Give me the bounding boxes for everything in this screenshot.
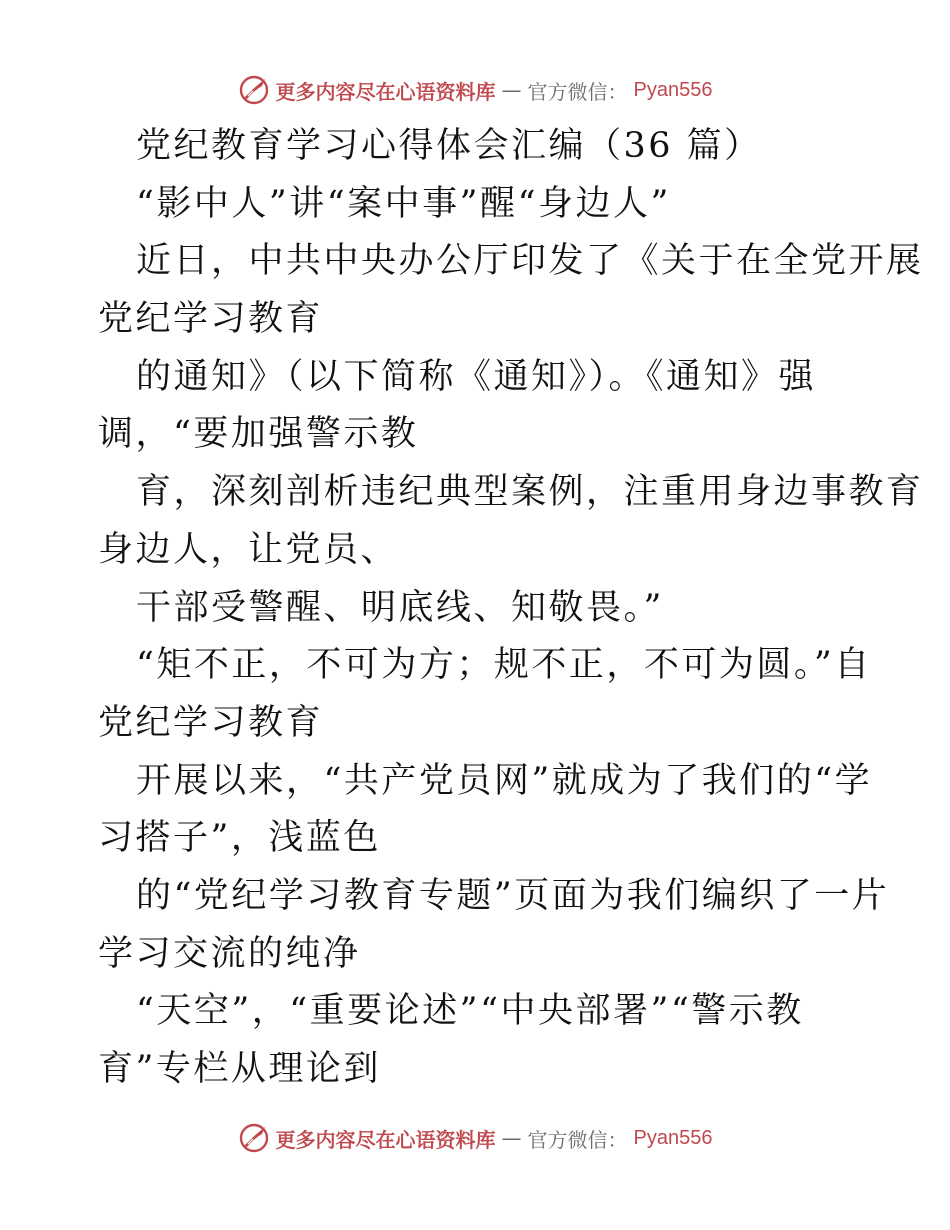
header-banner-content (238, 74, 713, 106)
paragraph-line: 习搭子”，浅蓝色 (98, 818, 381, 859)
banner-wechat-label: 官方微信： (527, 1127, 628, 1152)
document-title: 党纪教育学习心得体会汇编（36 篇） (136, 126, 762, 166)
banner-wechat-id: Pyan556 (633, 78, 713, 101)
paragraph-line: 的“党纪学习教育专题”页面为我们编织了一片 (136, 875, 890, 916)
paragraph-line: 党纪学习教育 (98, 702, 324, 743)
paragraph-line: 育”专栏从理论到 (98, 1049, 381, 1089)
footer-banner-content (238, 1122, 713, 1154)
banner-separator: — (501, 78, 522, 102)
banner-wechat-id: Pyan556 (633, 1126, 713, 1149)
paragraph-line: 党纪学习教育 (98, 299, 324, 340)
paragraph-line: 干部受警醒、明底线、知敬畏。” (136, 587, 664, 628)
paragraph-line: “天空”，“重要论述”“中央部署”“警示教 (136, 991, 804, 1032)
paragraph-line: “矩不正，不可为方；规不正，不可为圆。”自 (136, 645, 872, 686)
paragraph-line: 身边人，让党员、 (98, 529, 399, 570)
banner-wechat-label: 官方微信： (527, 79, 628, 104)
paragraph-line: 开展以来，“共产党员网”就成为了我们的“学 (136, 760, 873, 801)
header-banner (0, 70, 950, 110)
document-body (98, 118, 924, 1099)
quill-pen-seal-icon (238, 74, 270, 106)
paragraph-line: 育，深刻剖析违纪典型案例，注重用身边事教育 (136, 472, 924, 513)
quill-pen-seal-icon (238, 1122, 270, 1154)
paragraph-line: 调，“要加强警示教 (98, 414, 419, 455)
banner-main-text: 更多内容尽在心语资料库 (275, 79, 496, 104)
paragraph-line: 近日，中共中央办公厅印发了《关于在全党开展 (136, 241, 924, 282)
banner-separator: — (501, 1126, 522, 1150)
footer-banner (0, 1118, 950, 1158)
banner-main-text: 更多内容尽在心语资料库 (275, 1127, 496, 1152)
paragraph-line: 学习交流的纯净 (98, 933, 361, 974)
paragraph-line: 的通知》（以下简称《通知》）。《通知》强 (136, 356, 817, 397)
document-subtitle: “影中人”讲“案中事”醒“身边人” (136, 183, 671, 224)
